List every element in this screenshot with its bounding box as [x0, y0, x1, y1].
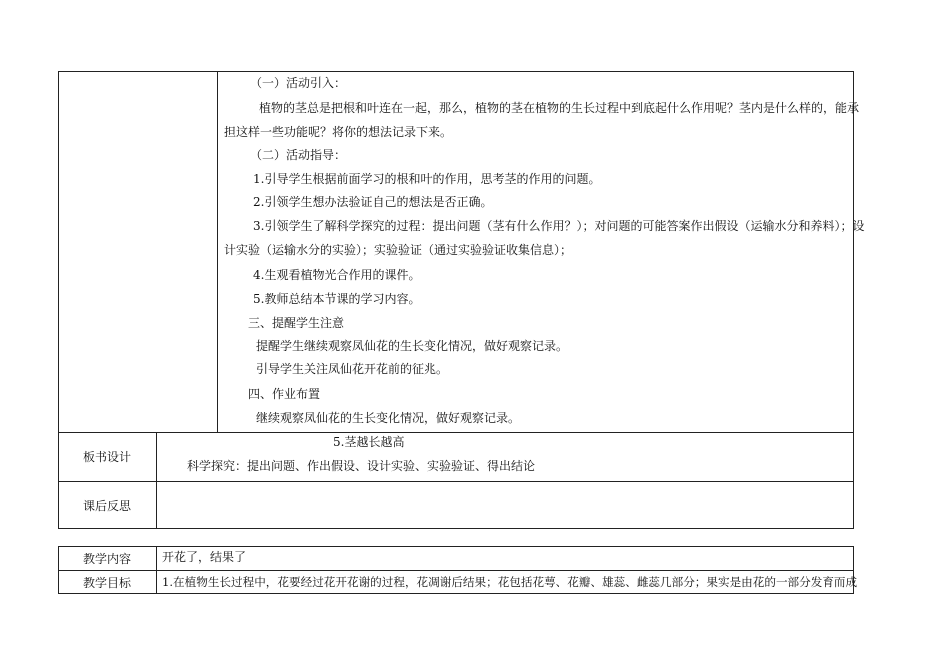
teaching-content-label: 教学内容 [82, 552, 131, 566]
guide-item-3-line1: 3.引领学生了解科学探究的过程：提出问题（茎有什么作用？）；对问题的可能答案作出假设（运输水分和养料）；设 [253, 219, 865, 233]
reflection-cell [157, 482, 853, 528]
reminder-item-2: 引导学生关注凤仙花开花前的征兆。 [256, 362, 449, 376]
board-row-top-line [58, 432, 854, 433]
guide-item-3-line2: 计实验（运输水分的实验）；实验验证（通过实验验证收集信息）； [224, 243, 573, 257]
homework-item-1: 继续观察凤仙花的生长变化情况，做好观察记录。 [256, 411, 521, 425]
reminder-heading: 三、提醒学生注意 [248, 316, 345, 330]
board-design-content: 科学探究：提出问题、作出假设、设计实验、实验验证、得出结论 [187, 459, 536, 473]
guide-item-2: 2.引领学生想办法验证自己的想法是否正确。 [253, 195, 493, 209]
board-design-label: 板书设计 [82, 450, 131, 464]
activity-intro-heading: （一）活动引入： [250, 76, 347, 90]
activity-intro-paragraph-line1: 植物的茎总是把根和叶连在一起，那么，植物的茎在植物的生长过程中到底起什么作用呢？茎内是什么样的，能承 [259, 101, 860, 115]
guide-item-1: 1.引导学生根据前面学习的根和叶的作用，思考茎的作用的问题。 [253, 172, 601, 186]
homework-heading: 四、作业布置 [248, 387, 321, 401]
board-design-title: 5.茎越长越高 [333, 435, 405, 449]
next-row-divider [58, 570, 854, 571]
process-column-divider [217, 71, 218, 433]
reminder-item-1: 提醒学生继续观察凤仙花的生长变化情况，做好观察记录。 [256, 339, 569, 353]
guide-item-5: 5.教师总结本节课的学习内容。 [253, 292, 421, 306]
reflection-label: 课后反思 [82, 499, 131, 513]
teaching-goal-value: 1.在植物生长过程中，花要经过花开花谢的过程，花凋谢后结果；花包括花萼、花瓣、雄蕊、雌蕊几部分；果实是由花的一部分发育而成 [162, 575, 858, 589]
teaching-goal-label: 教学目标 [82, 576, 131, 590]
activity-intro-paragraph-line2: 担这样一些功能呢？将你的想法记录下来。 [224, 125, 453, 139]
activity-guide-heading: （二）活动指导： [250, 148, 347, 162]
teaching-content-value: 开花了，结果了 [162, 550, 247, 564]
guide-item-4: 4.生观看植物光合作用的课件。 [253, 268, 421, 282]
